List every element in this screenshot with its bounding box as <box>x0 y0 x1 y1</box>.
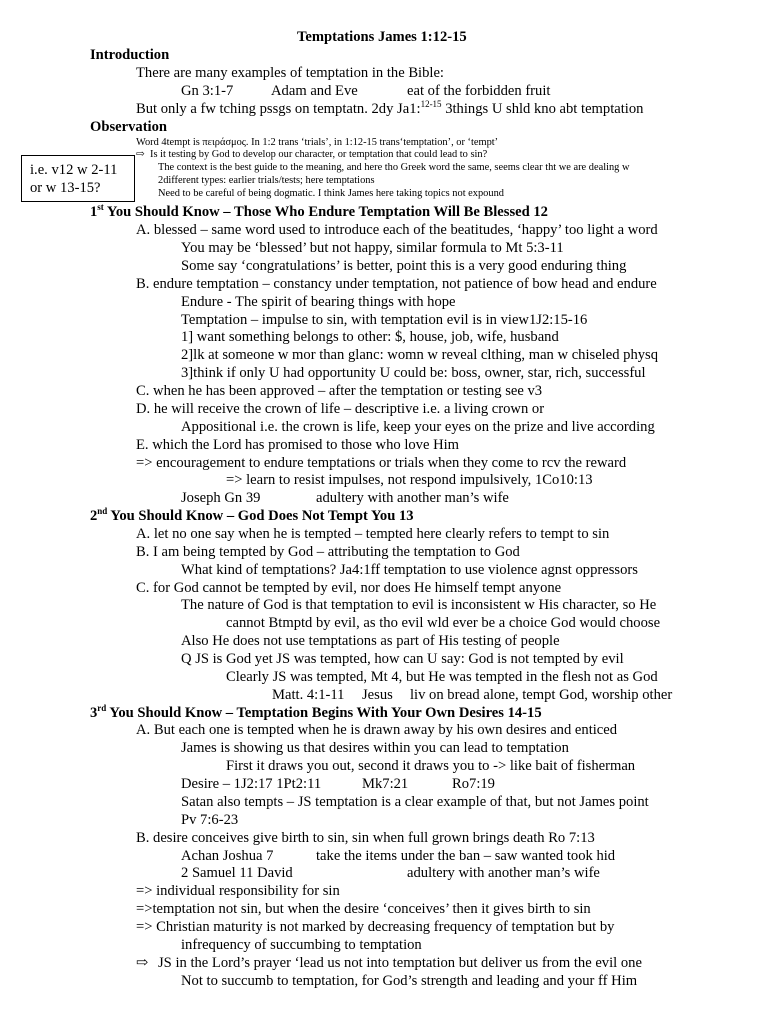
verse-superscript: 12-15 <box>420 99 442 110</box>
application-line: =>temptation not sin, but when the desire ‘conceives’ then it gives birth to sin <box>136 901 591 917</box>
point-b: B. endure temptation – constancy under temptation, not patience of bow head and endure <box>136 276 657 292</box>
intro-line <box>136 100 643 118</box>
section-title: You Should Know – Temptation Begins With Your Own Desires 14-15 <box>106 705 542 721</box>
example-note: adultery with another man’s wife <box>316 490 509 506</box>
observation-note: 2different types: earlier trials/tests; here temptations <box>158 175 375 186</box>
point-a: A. blessed – same word used to introduce each of the beatitudes, ‘happy’ too light a word <box>136 222 658 238</box>
sub-point: Q JS is God yet JS was tempted, how can U say: God is not tempted by evil <box>181 651 624 667</box>
example-ref: Achan Joshua 7 <box>181 848 274 864</box>
application-line <box>136 954 642 972</box>
section-2-heading <box>90 507 414 525</box>
sub-point: First it draws you out, second it draws you to -> like bait of fisherman <box>226 758 636 774</box>
margin-note-line: or w 13-15? <box>30 180 101 196</box>
example-ref: 2 Samuel 11 David <box>181 865 293 881</box>
page-title: Temptations James 1:12-15 <box>297 29 467 45</box>
sub-point: What kind of temptations? Ja4:1ff temptation to use violence agnst oppressors <box>181 562 638 578</box>
margin-note-line: i.e. v12 w 2-11 <box>30 162 118 178</box>
observation-text: Is it testing by God to develop our character, or temptation that could lead to sin? <box>150 149 488 160</box>
section-number: 1 <box>90 204 98 220</box>
application-sub: Not to succumb to temptation, for God’s strength and leading and your ff Him <box>181 973 638 989</box>
section-title: You Should Know – God Does Not Tempt You 13 <box>107 508 414 524</box>
intro-line: There are many examples of temptation in the Bible: <box>136 65 444 81</box>
application-line: => encouragement to endure temptations or trials when they come to rcv the reward <box>136 455 627 471</box>
intro-text: But only a fw tching pssgs on temptatn. 2dy Ja1: <box>136 101 421 117</box>
margin-note-box <box>21 155 135 202</box>
point-e: E. which the Lord has promised to those who love Him <box>136 437 460 453</box>
sub-point: The nature of God is that temptation to evil is inconsistent w His character, so He <box>181 597 657 613</box>
ordinal-suffix: nd <box>97 506 108 517</box>
point-a: A. But each one is tempted when he is drawn away by his own desires and enticed <box>136 722 618 738</box>
intro-ref-subject: Adam and Eve <box>271 83 358 99</box>
sub-point: Appositional i.e. the crown is life, keep your eyes on the prize and live according <box>181 419 655 435</box>
arrow-icon: ⇨ <box>136 955 149 971</box>
example-ref: Matt. 4:1-11 <box>272 687 345 703</box>
sub-point: Pv 7:6-23 <box>181 812 239 828</box>
point-d: D. he will receive the crown of life – descriptive i.e. a living crown or <box>136 401 545 417</box>
point-a: A. let no one say when he is tempted – tempted here clearly refers to tempt to sin <box>136 526 610 542</box>
sub-point: Endure - The spirit of bearing things with hope <box>181 294 456 310</box>
ordinal-suffix: rd <box>97 703 107 714</box>
observation-note <box>136 149 487 161</box>
example-ref: Desire – 1J2:17 1Pt2:11 <box>181 776 322 792</box>
section-number: 3 <box>90 705 98 721</box>
sub-point: Temptation – impulse to sin, with temptation evil is in view1J2:15-16 <box>181 312 588 328</box>
intro-ref: Gn 3:1-7 <box>181 83 234 99</box>
sub-point: You may be ‘blessed’ but not happy, similar formula to Mt 5:3-11 <box>181 240 564 256</box>
example-ref: Mk7:21 <box>362 776 409 792</box>
example-note: take the items under the ban – saw wanted took hid <box>316 848 616 864</box>
section-3-heading <box>90 704 542 722</box>
example-ref: Joseph Gn 39 <box>181 490 261 506</box>
section-1-heading <box>90 203 548 221</box>
observation-note: The context is the best guide to the meaning, and here tho Greek word the same, seems clear tht we are dealing w <box>158 162 630 173</box>
observation-note: Need to be careful of being dogmatic. I think James here taking topics not expound <box>158 188 504 199</box>
intro-ref-note: eat of the forbidden fruit <box>407 83 551 99</box>
application-sub: => learn to resist impulses, not respond impulsively, 1Co10:13 <box>226 472 593 488</box>
sub-point: cannot Btmptd by evil, as tho evil wld ever be a choice God would choose <box>226 615 661 631</box>
section-title: You Should Know – Those Who Endure Temptation Will Be Blessed 12 <box>103 204 548 220</box>
example-subject: Jesus <box>362 687 393 703</box>
point-c: C. when he has been approved – after the temptation or testing see v3 <box>136 383 543 399</box>
ordinal-suffix: st <box>97 202 104 213</box>
observation-note: Word 4tempt is πειράσμος. In 1:2 trans ‘trials’, in 1:12-15 trans‘temptation’, or ‘tempt’ <box>136 137 499 148</box>
sub-point: Clearly JS was tempted, Mt 4, but He was tempted in the flesh not as God <box>226 669 658 685</box>
example-note: liv on bread alone, tempt God, worship other <box>410 687 673 703</box>
sub-point: Some say ‘congratulations’ is better, point this is a very good enduring thing <box>181 258 627 274</box>
arrow-icon: ⇨ <box>136 149 145 160</box>
introduction-heading: Introduction <box>90 47 170 63</box>
example-ref: Ro7:19 <box>452 776 495 792</box>
observation-heading: Observation <box>90 119 168 135</box>
sub-point: 3]think if only U had opportunity U could be: boss, owner, star, rich, successful <box>181 365 646 381</box>
application-line: => Christian maturity is not marked by decreasing frequency of temptation but by <box>136 919 615 935</box>
point-c: C. for God cannot be tempted by evil, nor does He himself tempt anyone <box>136 580 562 596</box>
sub-point: Satan also tempts – JS temptation is a clear example of that, but not James point <box>181 794 649 810</box>
sub-point: 2]lk at someone w mor than glanc: womn w reveal clthing, man w chiseled physq <box>181 347 659 363</box>
application-sub: infrequency of succumbing to temptation <box>181 937 422 953</box>
point-b: B. I am being tempted by God – attributing the temptation to God <box>136 544 520 560</box>
application-text: JS in the Lord’s prayer ‘lead us not into temptation but deliver us from the evil one <box>158 955 642 971</box>
application-line: => individual responsibility for sin <box>136 883 340 899</box>
sub-point: 1] want something belongs to other: $, house, job, wife, husband <box>181 329 559 345</box>
sub-point: James is showing us that desires within you can lead to temptation <box>181 740 569 756</box>
point-b: B. desire conceives give birth to sin, sin when full grown brings death Ro 7:13 <box>136 830 595 846</box>
example-note: adultery with another man’s wife <box>407 865 600 881</box>
intro-text: 3things U shld kno abt temptation <box>441 101 644 117</box>
section-number: 2 <box>90 508 98 524</box>
sub-point: Also He does not use temptations as part of His testing of people <box>181 633 560 649</box>
